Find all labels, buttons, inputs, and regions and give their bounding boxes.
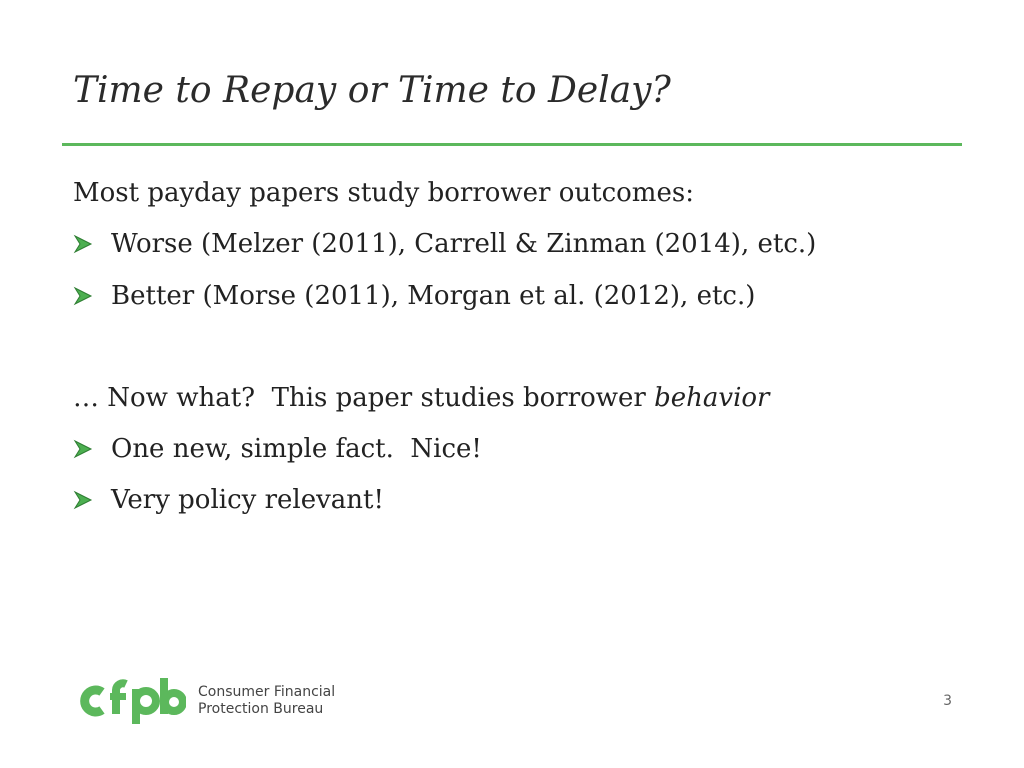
bullet-item xyxy=(73,485,384,515)
followup-prefix: … Now what? This paper studies borrower xyxy=(73,383,655,413)
arrowhead-bullet-icon xyxy=(73,435,95,463)
bullet-text: Very policy relevant! xyxy=(111,485,384,515)
bullet-text: Worse (Melzer (2011), Carrell & Zinman (2014), etc.) xyxy=(111,229,817,259)
arrowhead-bullet-icon xyxy=(73,230,95,258)
slide-title: Time to Repay or Time to Delay? xyxy=(73,70,671,111)
cfpb-logo xyxy=(80,676,335,726)
logo-line-2: Protection Bureau xyxy=(198,701,324,717)
followup-text xyxy=(73,383,770,413)
bullet-item xyxy=(73,229,816,259)
intro-text: Most payday papers study borrower outcomes: xyxy=(73,178,694,208)
bullet-text: One new, simple fact. Nice! xyxy=(111,434,482,464)
bullet-item xyxy=(73,281,755,311)
arrowhead-bullet-icon xyxy=(73,486,95,514)
bullet-item xyxy=(73,434,482,464)
page-number: 3 xyxy=(943,693,952,709)
followup-emphasis: behavior xyxy=(654,383,770,413)
arrowhead-bullet-icon xyxy=(73,282,95,310)
bullet-text: Better (Morse (2011), Morgan et al. (2012), etc.) xyxy=(111,281,756,311)
cfpb-logomark-icon xyxy=(80,676,186,726)
logo-wordmark xyxy=(198,684,335,718)
title-divider xyxy=(62,143,962,146)
logo-line-1: Consumer Financial xyxy=(198,684,336,700)
